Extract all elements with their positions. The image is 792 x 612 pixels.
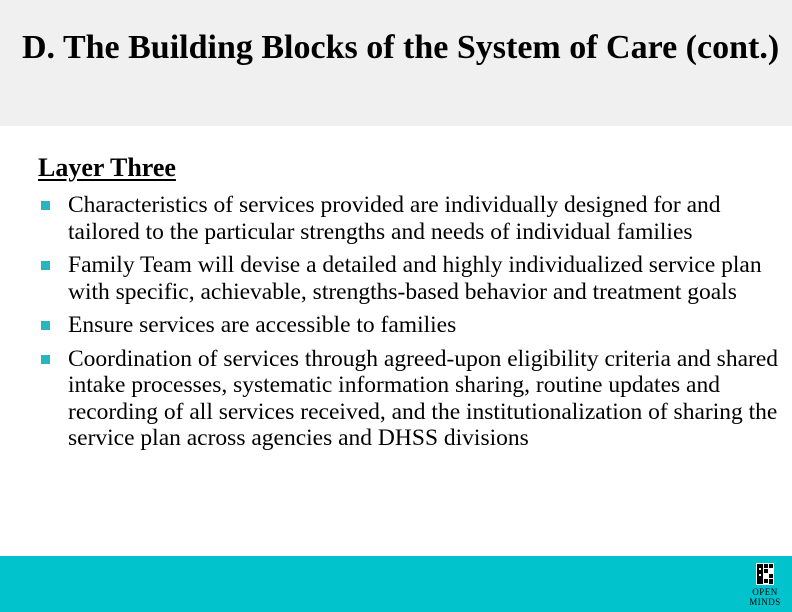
- logo-line-minds: MINDS: [749, 597, 781, 607]
- logo-mark-icon: [746, 560, 784, 586]
- slide-title: D. The Building Blocks of the System of Care (cont.): [22, 29, 780, 66]
- bullet-text: Ensure services are accessible to families: [68, 312, 457, 338]
- bullet-item: [38, 192, 778, 245]
- logo-line-open: OPEN: [752, 587, 778, 597]
- square-bullet-icon: [41, 261, 50, 270]
- bullet-list: [38, 192, 778, 459]
- open-minds-logo: [746, 560, 784, 610]
- square-bullet-icon: [41, 355, 50, 364]
- square-bullet-icon: [41, 321, 50, 330]
- footer-bar: [0, 556, 792, 612]
- bullet-text: Family Team will devise a detailed and highly individualized service plan with specific, achievable, strengths-based behavior and treatment goals: [68, 252, 762, 305]
- section-heading: Layer Three: [38, 153, 176, 182]
- bullet-text: Coordination of services through agreed-upon eligibility criteria and shared intake processes, systematic information sharing, routine updates and recording of all services received, and the institutionalization of sharing the service plan across agencies and DHSS divisions: [68, 345, 779, 451]
- bullet-item: [38, 312, 778, 339]
- bullet-text: Characteristics of services provided are individually designed for and tailored to the particular strengths and needs of individual families: [68, 192, 721, 245]
- square-bullet-icon: [41, 201, 50, 210]
- bullet-item: [38, 252, 778, 305]
- bullet-item: [38, 346, 778, 452]
- logo-wordmark: [746, 587, 784, 607]
